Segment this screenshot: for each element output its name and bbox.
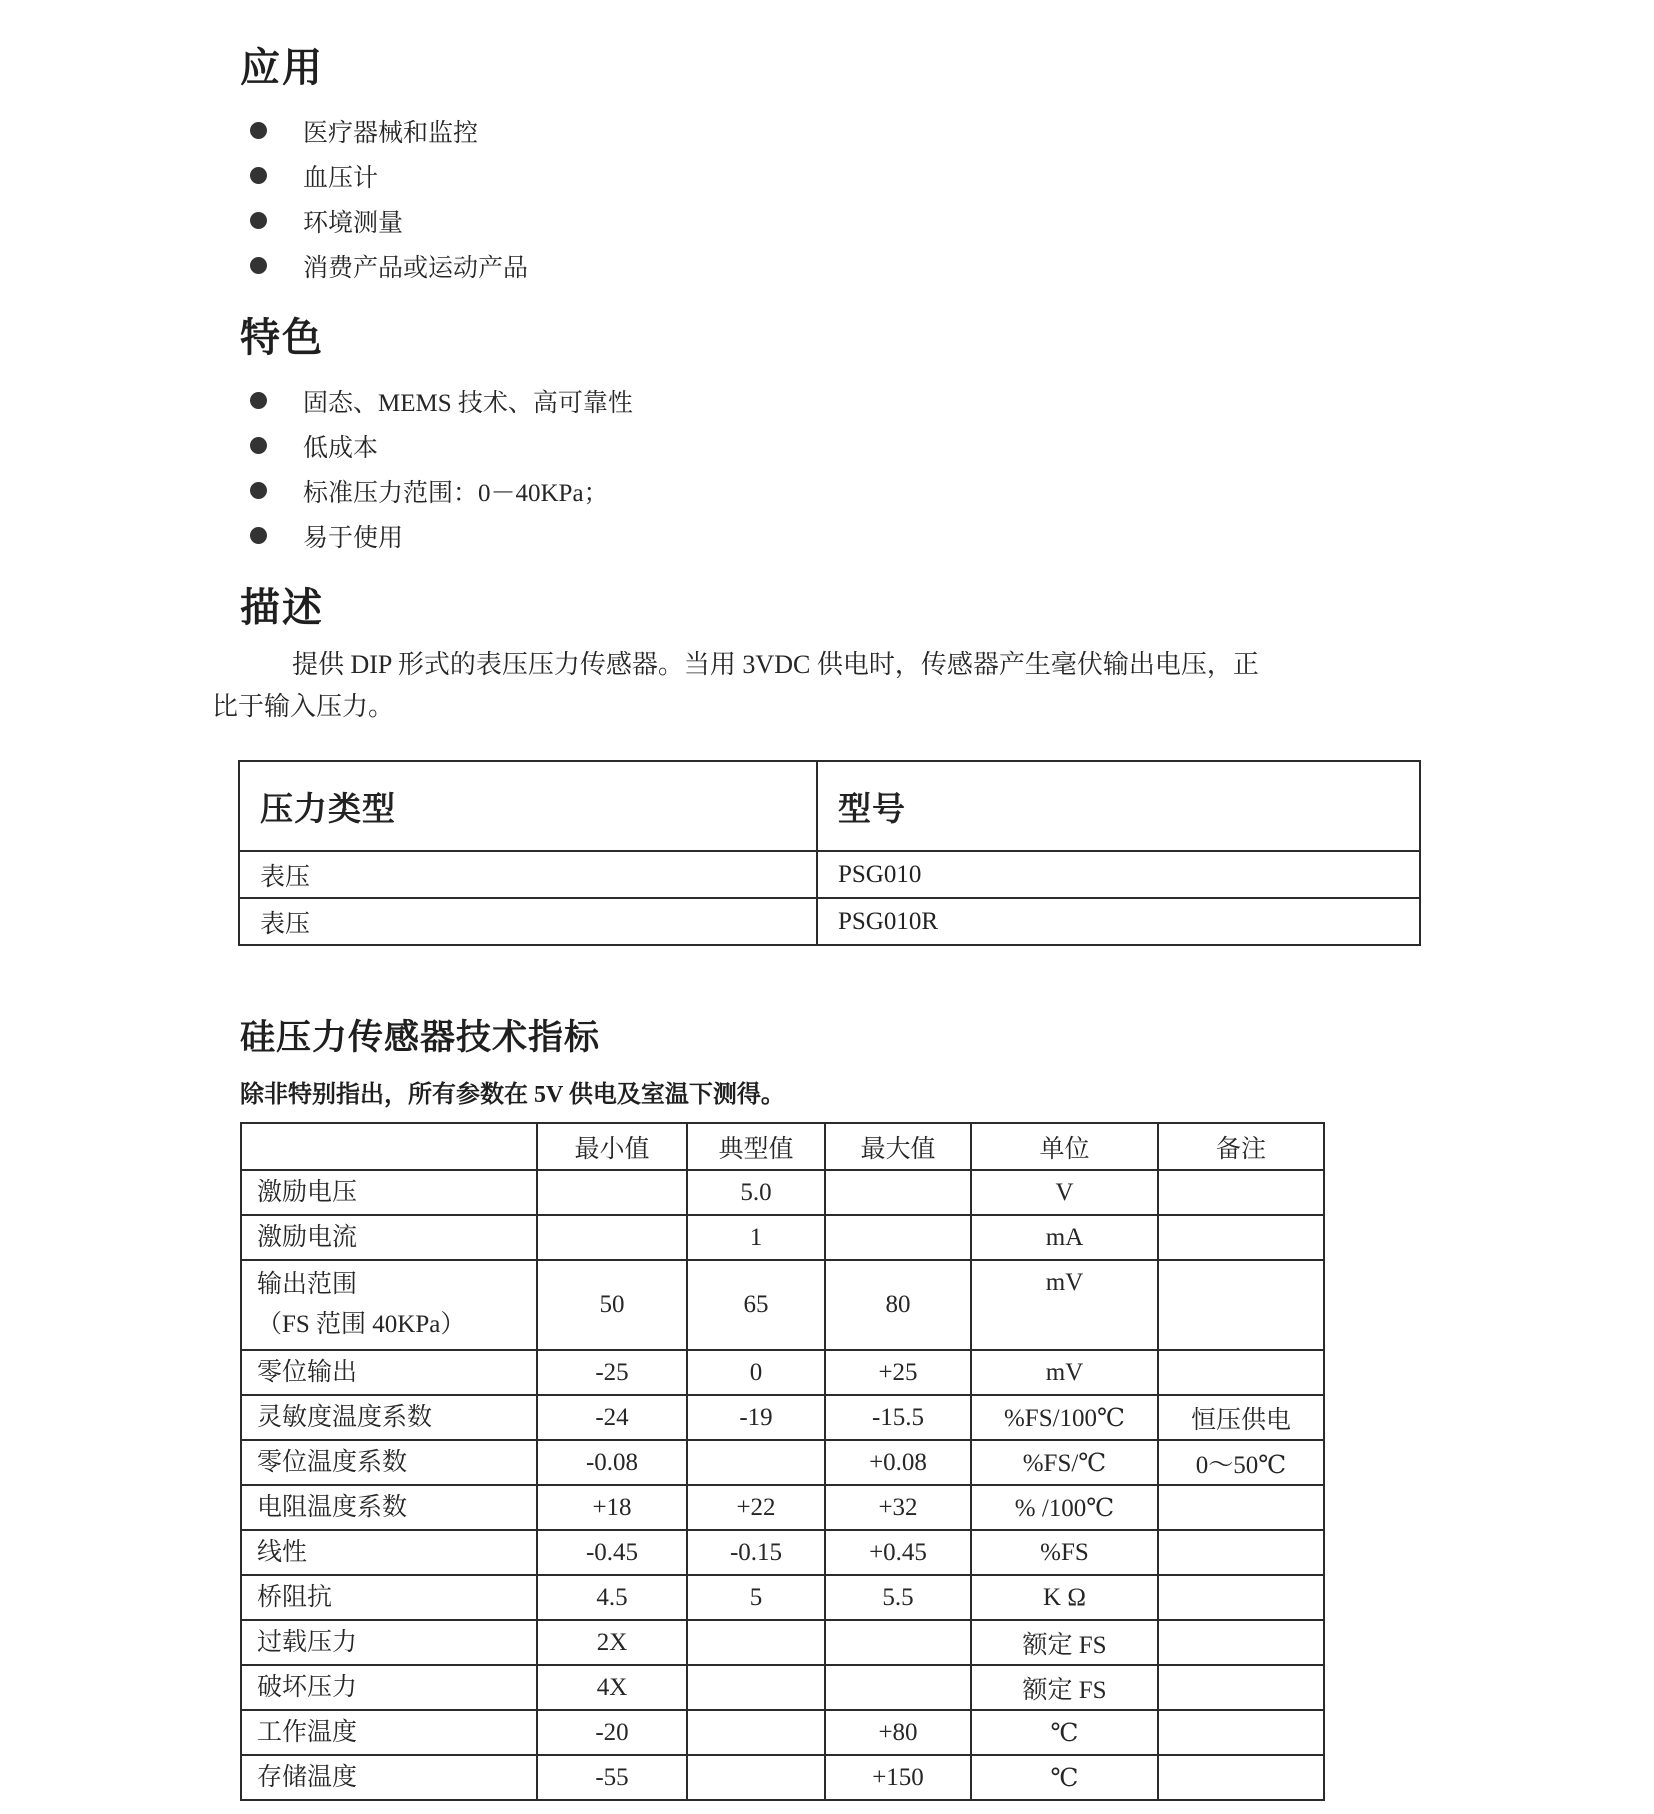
- spec-cell-typ: 5: [687, 1575, 825, 1620]
- spec-table: [240, 1122, 1325, 1801]
- spec-cell-typ: 0: [687, 1350, 825, 1395]
- spec-cell-min: 4.5: [537, 1575, 687, 1620]
- model-cell-pressure-type: 表压: [239, 898, 817, 945]
- spec-param-label: 桥阻抗: [257, 1583, 333, 1611]
- spec-cell-max: +0.08: [825, 1440, 971, 1485]
- model-table-header-pressure-type: 压力类型: [239, 761, 817, 851]
- spec-cell-max: 80: [825, 1260, 971, 1350]
- spec-table-row: [241, 1620, 1324, 1665]
- spec-param-label: 破坏压力: [257, 1673, 358, 1701]
- spec-cell-min: -24: [537, 1395, 687, 1440]
- spec-cell-remark: [1158, 1755, 1324, 1800]
- model-table-row: [239, 851, 1420, 898]
- spec-cell-min: -55: [537, 1755, 687, 1800]
- spec-header-typ: 典型值: [687, 1123, 825, 1170]
- spec-cell-unit: V: [971, 1170, 1158, 1215]
- spec-cell-max: [825, 1215, 971, 1260]
- spec-param-label: 激励电压: [257, 1178, 358, 1206]
- spec-cell-param: [241, 1215, 537, 1260]
- spec-param-label-line2: （FS 范围 40KPa）: [257, 1311, 466, 1338]
- spec-param-label: 激励电流: [257, 1223, 358, 1251]
- bullet-icon: [250, 392, 267, 409]
- model-table-header-row: [239, 761, 1420, 851]
- spec-cell-min: -0.08: [537, 1440, 687, 1485]
- bullet-icon: [250, 527, 267, 544]
- spec-table-row: [241, 1755, 1324, 1800]
- spec-cell-min: +18: [537, 1485, 687, 1530]
- model-table-header-model: 型号: [817, 761, 1420, 851]
- spec-table-row: [241, 1215, 1324, 1260]
- description-line: 提供 DIP 形式的表压压力传感器。当用 3VDC 供电时，传感器产生毫伏输出电压，正: [292, 650, 1259, 679]
- spec-cell-max: +150: [825, 1755, 971, 1800]
- specs-note: 除非特别指出，所有参数在 5V 供电及室温下测得。: [240, 1082, 785, 1108]
- spec-cell-max: [825, 1620, 971, 1665]
- spec-cell-typ: [687, 1710, 825, 1755]
- bullet-icon: [250, 122, 267, 139]
- applications-list: [240, 108, 1424, 288]
- description-paragraph: [212, 644, 1272, 728]
- bullet-item: [240, 198, 1424, 243]
- spec-table-row: [241, 1665, 1324, 1710]
- spec-cell-min: 50: [537, 1260, 687, 1350]
- spec-cell-max: +80: [825, 1710, 971, 1755]
- spec-table-row: [241, 1485, 1324, 1530]
- spec-cell-unit: K Ω: [971, 1575, 1158, 1620]
- model-cell-model: PSG010R: [817, 898, 1420, 945]
- bullet-label: 血压计: [303, 164, 379, 192]
- spec-cell-max: +0.45: [825, 1530, 971, 1575]
- spec-cell-param: [241, 1485, 537, 1530]
- spec-cell-unit: mA: [971, 1215, 1158, 1260]
- spec-param-label: 存储温度: [257, 1763, 358, 1791]
- spec-cell-min: 2X: [537, 1620, 687, 1665]
- bullet-label: 消费产品或运动产品: [303, 254, 529, 282]
- model-cell-model: PSG010: [817, 851, 1420, 898]
- spec-cell-remark: [1158, 1485, 1324, 1530]
- features-list: [240, 378, 1424, 558]
- bullet-item: [240, 153, 1424, 198]
- spec-cell-max: -15.5: [825, 1395, 971, 1440]
- spec-cell-remark: 恒压供电: [1158, 1395, 1324, 1440]
- spec-cell-min: [537, 1170, 687, 1215]
- spec-cell-param: [241, 1710, 537, 1755]
- spec-cell-unit: ℃: [971, 1755, 1158, 1800]
- spec-cell-remark: [1158, 1710, 1324, 1755]
- spec-header-max: 最大值: [825, 1123, 971, 1170]
- spec-param-label: 电阻温度系数: [257, 1493, 408, 1521]
- bullet-icon: [250, 167, 267, 184]
- bullet-label: 标准压力范围：0－40KPa；: [303, 479, 609, 507]
- spec-table-row: [241, 1350, 1324, 1395]
- spec-cell-typ: -19: [687, 1395, 825, 1440]
- spec-cell-param: [241, 1620, 537, 1665]
- model-table-row: [239, 898, 1420, 945]
- spec-table-row: [241, 1575, 1324, 1620]
- spec-cell-unit: 额定 FS: [971, 1665, 1158, 1710]
- spec-cell-typ: 5.0: [687, 1170, 825, 1215]
- spec-header-param: [241, 1123, 537, 1170]
- spec-cell-max: +32: [825, 1485, 971, 1530]
- spec-table-row: [241, 1170, 1324, 1215]
- spec-cell-param: [241, 1395, 537, 1440]
- spec-cell-remark: [1158, 1530, 1324, 1575]
- bullet-icon: [250, 257, 267, 274]
- specs-title: 硅压力传感器技术指标: [240, 1018, 601, 1057]
- spec-cell-param: [241, 1575, 537, 1620]
- spec-param-label: 灵敏度温度系数: [257, 1403, 433, 1431]
- bullet-icon: [250, 482, 267, 499]
- spec-cell-max: +25: [825, 1350, 971, 1395]
- spec-cell-unit: 额定 FS: [971, 1620, 1158, 1665]
- spec-cell-min: 4X: [537, 1665, 687, 1710]
- spec-param-label: 工作温度: [257, 1718, 358, 1746]
- spec-param-label: 过载压力: [257, 1628, 358, 1656]
- spec-cell-unit: ℃: [971, 1710, 1158, 1755]
- spec-cell-typ: +22: [687, 1485, 825, 1530]
- spec-table-row: [241, 1395, 1324, 1440]
- spec-cell-max: [825, 1665, 971, 1710]
- spec-cell-min: -25: [537, 1350, 687, 1395]
- bullet-label: 低成本: [303, 434, 379, 462]
- spec-cell-unit: mV: [971, 1350, 1158, 1395]
- spec-cell-remark: [1158, 1665, 1324, 1710]
- spec-cell-max: [825, 1170, 971, 1215]
- applications-title: 应用: [240, 45, 324, 90]
- bullet-item: [240, 423, 1424, 468]
- bullet-item: [240, 468, 1424, 513]
- spec-cell-remark: 0～50℃: [1158, 1440, 1324, 1485]
- spec-cell-min: -20: [537, 1710, 687, 1755]
- model-cell-pressure-type: 表压: [239, 851, 817, 898]
- bullet-label: 固态、MEMS 技术、高可靠性: [303, 389, 633, 417]
- spec-cell-typ: 1: [687, 1215, 825, 1260]
- spec-cell-remark: [1158, 1620, 1324, 1665]
- spec-cell-typ: 65: [687, 1260, 825, 1350]
- spec-cell-remark: [1158, 1170, 1324, 1215]
- spec-cell-remark: [1158, 1350, 1324, 1395]
- spec-param-label: 输出范围: [257, 1271, 358, 1298]
- spec-table-row: [241, 1530, 1324, 1575]
- spec-cell-min: -0.45: [537, 1530, 687, 1575]
- spec-header-remark: 备注: [1158, 1123, 1324, 1170]
- bullet-item: [240, 378, 1424, 423]
- spec-cell-param: [241, 1350, 537, 1395]
- spec-cell-unit: %FS/℃: [971, 1440, 1158, 1485]
- spec-cell-remark: [1158, 1260, 1324, 1350]
- bullet-label: 环境测量: [303, 209, 404, 237]
- description-title: 描述: [240, 585, 324, 630]
- model-table: [238, 760, 1421, 946]
- spec-param-label: 零位温度系数: [257, 1448, 408, 1476]
- features-title: 特色: [240, 315, 324, 360]
- spec-header-min: 最小值: [537, 1123, 687, 1170]
- spec-cell-typ: -0.15: [687, 1530, 825, 1575]
- bullet-icon: [250, 212, 267, 229]
- spec-cell-param: [241, 1170, 537, 1215]
- spec-param-label: 零位输出: [257, 1358, 358, 1386]
- spec-cell-unit: % /100℃: [971, 1485, 1158, 1530]
- spec-param-label: 线性: [257, 1538, 308, 1566]
- spec-cell-max: 5.5: [825, 1575, 971, 1620]
- bullet-icon: [250, 437, 267, 454]
- spec-cell-param: [241, 1260, 537, 1350]
- spec-table-row: [241, 1710, 1324, 1755]
- spec-cell-param: [241, 1440, 537, 1485]
- bullet-item: [240, 513, 1424, 558]
- spec-table-row: [241, 1440, 1324, 1485]
- spec-table-row: [241, 1260, 1324, 1350]
- spec-cell-remark: [1158, 1575, 1324, 1620]
- spec-cell-param: [241, 1530, 537, 1575]
- spec-cell-typ: [687, 1755, 825, 1800]
- spec-table-header-row: [241, 1123, 1324, 1170]
- spec-cell-unit: %FS/100℃: [971, 1395, 1158, 1440]
- spec-cell-typ: [687, 1440, 825, 1485]
- spec-cell-remark: [1158, 1215, 1324, 1260]
- bullet-label: 易于使用: [303, 524, 404, 552]
- spec-cell-param: [241, 1665, 537, 1710]
- bullet-item: [240, 108, 1424, 153]
- spec-cell-unit: %FS: [971, 1530, 1158, 1575]
- bullet-item: [240, 243, 1424, 288]
- spec-header-unit: 单位: [971, 1123, 1158, 1170]
- spec-cell-unit: mV: [971, 1260, 1158, 1350]
- spec-cell-typ: [687, 1665, 825, 1710]
- bullet-label: 医疗器械和监控: [303, 119, 479, 147]
- description-line: 比于输入压力。: [212, 692, 395, 721]
- spec-cell-param: [241, 1755, 537, 1800]
- spec-cell-min: [537, 1215, 687, 1260]
- spec-cell-typ: [687, 1620, 825, 1665]
